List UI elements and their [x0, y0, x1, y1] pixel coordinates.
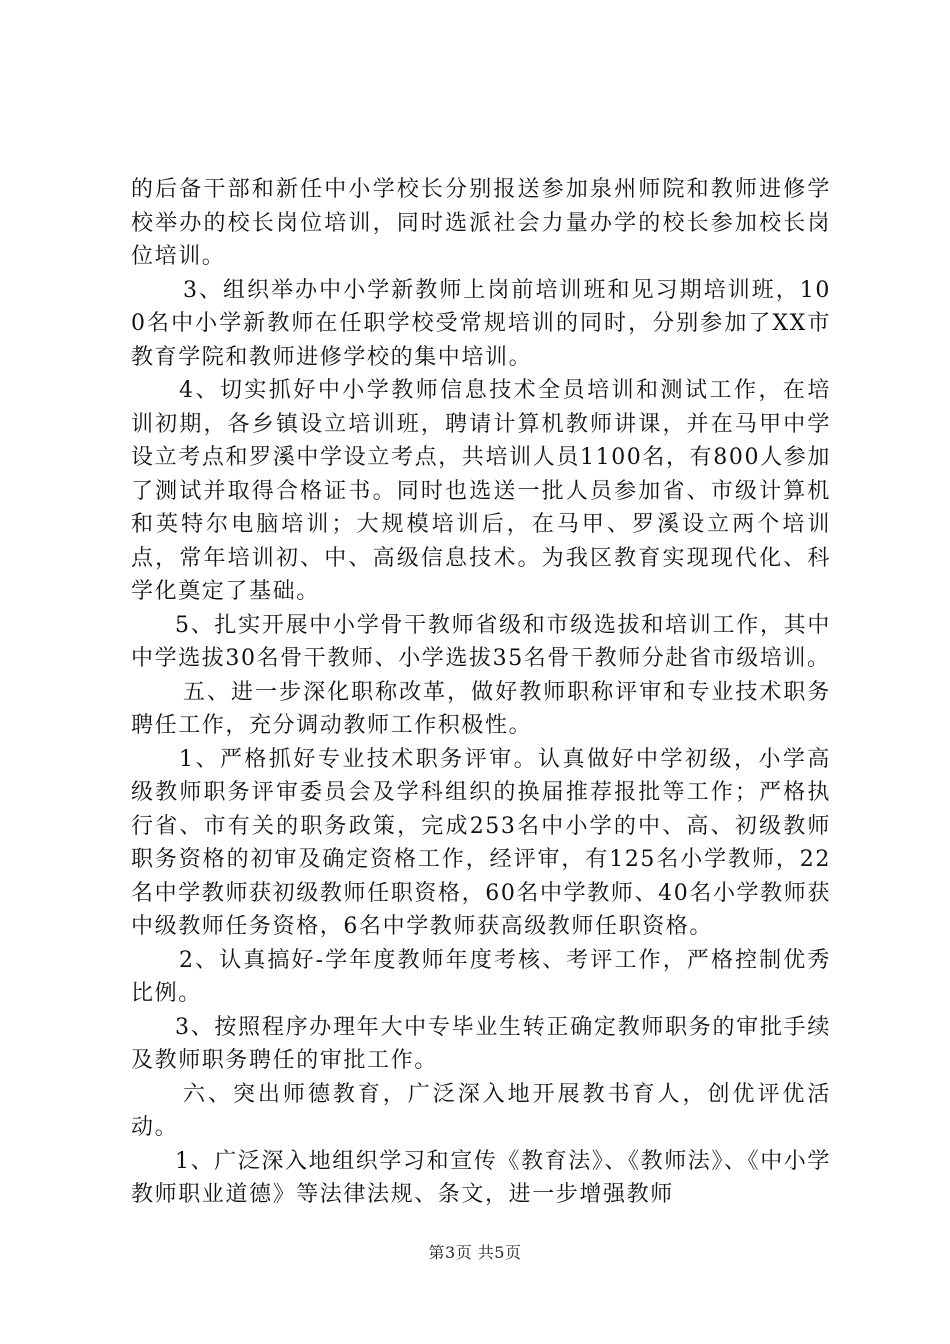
paragraph-it-training: 4、切实抓好中小学教师信息技术全员培训和测试工作，在培训初期，各乡镇设立培训班，聘请计算机教师讲课，并在马甲中学设立考点和罗溪中学设立考点，共培训人员1100名，有800人参加了测试并取得合格证书。同时也选送一批人员参加省、市级计算机和英特尔电脑培训；大规模培训后，在马甲、罗溪设立两个培训点，常年培训初、中、高级信息技术。为我区教育实现现代化、科学化奠定了基础。	[131, 378, 831, 604]
document-body	[131, 173, 831, 1212]
paragraph-backbone-teacher-training: 5、扎实开展中小学骨干教师省级和市级选拔和培训工作，其中中学选拔30名骨干教师、小学选拔35名骨干教师分赴省市级培训。	[131, 612, 831, 671]
paragraph-graduate-approval: 3、按照程序办理年大中专毕业生转正确定教师职务的审批手续及教师职务聘任的审批工作。	[131, 1014, 831, 1073]
paragraph-new-teacher-training: 3、组织举办中小学新教师上岗前培训班和见习期培训班，100名中小学新教师在任职学校受常规培训的同时，分别参加了XX市教育学院和教师进修学校的集中培训。	[131, 277, 831, 370]
page-number-footer: 第3页 共5页	[428, 1243, 522, 1262]
paragraph-law-study: 1、广泛深入地组织学习和宣传《教育法》、《教师法》、《中小学教师职业道德》等法律法规、条文，进一步增强教师	[131, 1148, 831, 1207]
section-heading-title-reform: 五、进一步深化职称改革，做好教师职称评审和专业技术职务聘任工作，充分调动教师工作积极性。	[131, 679, 831, 738]
paragraph-title-evaluation: 1、严格抓好专业技术职务评审。认真做好中学初级，小学高级教师职务评审委员会及学科组织的换届推荐报批等工作；严格执行省、市有关的职务政策，完成253名中小学的中、高、初级教师职务资格的初审及确定资格工作，经评审，有125名小学教师，22名中学教师获初级教师任职资格，60名中学教师、40名小学教师获中级教师任务资格，6名中学教师获高级教师任职资格。	[131, 746, 831, 939]
paragraph-principal-training: 的后备干部和新任中小学校长分别报送参加泉州师院和教师进修学校举办的校长岗位培训，同时选派社会力量办学的校长参加校长岗位培训。	[131, 177, 831, 269]
paragraph-annual-assessment: 2、认真搞好-学年度教师年度考核、考评工作，严格控制优秀比例。	[131, 947, 831, 1006]
section-heading-teacher-ethics: 六、突出师德教育，广泛深入地开展教书育人，创优评优活动。	[131, 1081, 831, 1140]
